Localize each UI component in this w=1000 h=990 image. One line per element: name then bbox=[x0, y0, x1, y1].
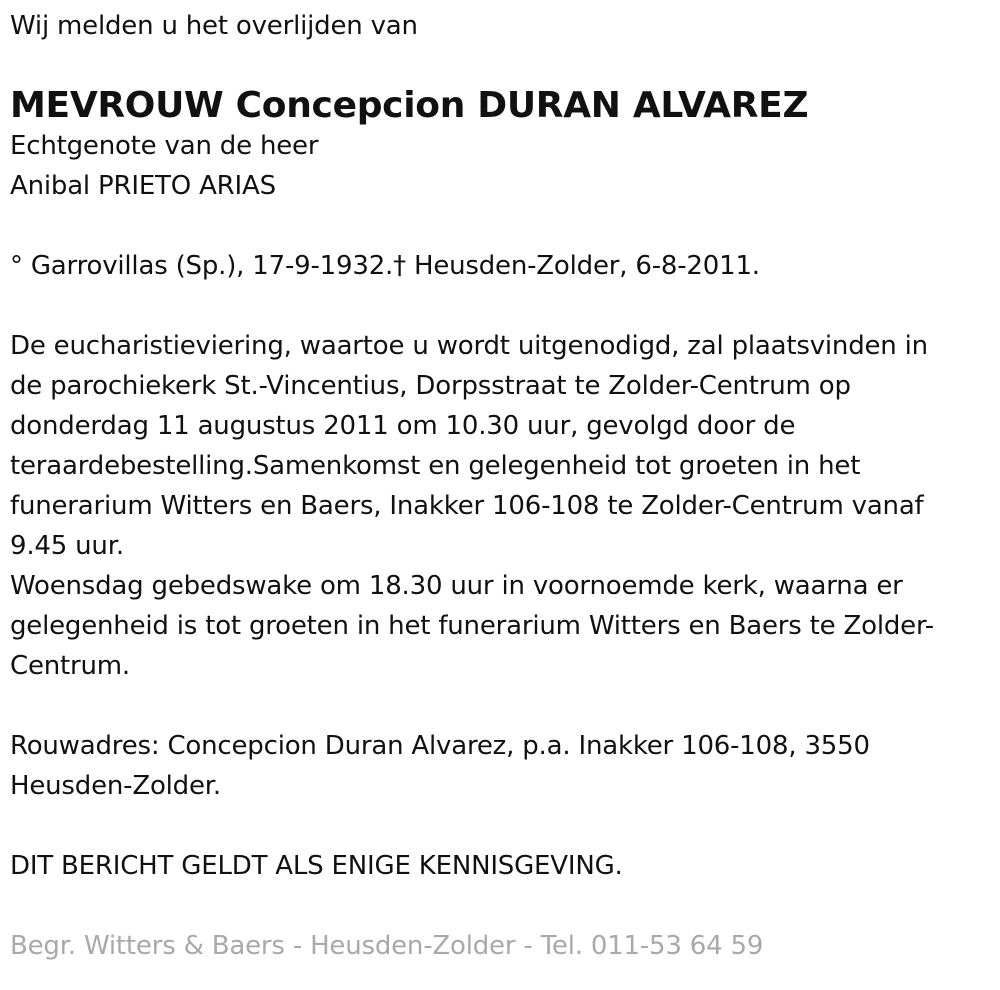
notice-statement: DIT BERICHT GELDT ALS ENIGE KENNISGEVING. bbox=[10, 851, 623, 881]
wake-line: Woensdag gebedswake om 18.30 uur in voornoemde kerk, waarna er bbox=[10, 571, 903, 601]
spouse-name: Anibal PRIETO ARIAS bbox=[10, 171, 276, 201]
spacer bbox=[10, 206, 992, 246]
birth-death-line: ° Garrovillas (Sp.), 17-9-1932.† Heusden-Zolder, 6-8-2011. bbox=[10, 251, 760, 281]
wake-paragraph bbox=[10, 566, 992, 686]
spacer bbox=[10, 686, 992, 726]
intro-text: Wij melden u het overlijden van bbox=[10, 11, 418, 41]
ceremony-line: de parochiekerk St.-Vincentius, Dorpsstraat te Zolder-Centrum op bbox=[10, 371, 851, 401]
ceremony-line: 9.45 uur. bbox=[10, 531, 124, 561]
ceremony-line: funerarium Witters en Baers, Inakker 106-108 te Zolder-Centrum vanaf bbox=[10, 491, 924, 521]
spouse-label: Echtgenote van de heer bbox=[10, 131, 319, 161]
death-notice bbox=[10, 0, 992, 966]
ceremony-line: teraardebestelling.Samenkomst en gelegenheid tot groeten in het bbox=[10, 451, 861, 481]
ceremony-paragraph bbox=[10, 326, 992, 566]
address-line: Heusden-Zolder. bbox=[10, 771, 221, 801]
spacer bbox=[10, 806, 992, 846]
ceremony-line: donderdag 11 augustus 2011 om 10.30 uur, gevolgd door de bbox=[10, 411, 796, 441]
wake-line: gelegenheid is tot groeten in het funerarium Witters en Baers te Zolder- bbox=[10, 611, 934, 641]
undertaker-footer: Begr. Witters & Baers - Heusden-Zolder - Tel. 011-53 64 59 bbox=[10, 931, 764, 961]
wake-line: Centrum. bbox=[10, 651, 130, 681]
deceased-name: MEVROUW Concepcion DURAN ALVAREZ bbox=[10, 85, 809, 126]
spacer bbox=[10, 286, 992, 326]
spacer bbox=[10, 886, 992, 926]
address-line: Rouwadres: Concepcion Duran Alvarez, p.a. Inakker 106-108, 3550 bbox=[10, 731, 870, 761]
ceremony-line: De eucharistieviering, waartoe u wordt uitgenodigd, zal plaatsvinden in bbox=[10, 331, 928, 361]
address-paragraph bbox=[10, 726, 992, 806]
